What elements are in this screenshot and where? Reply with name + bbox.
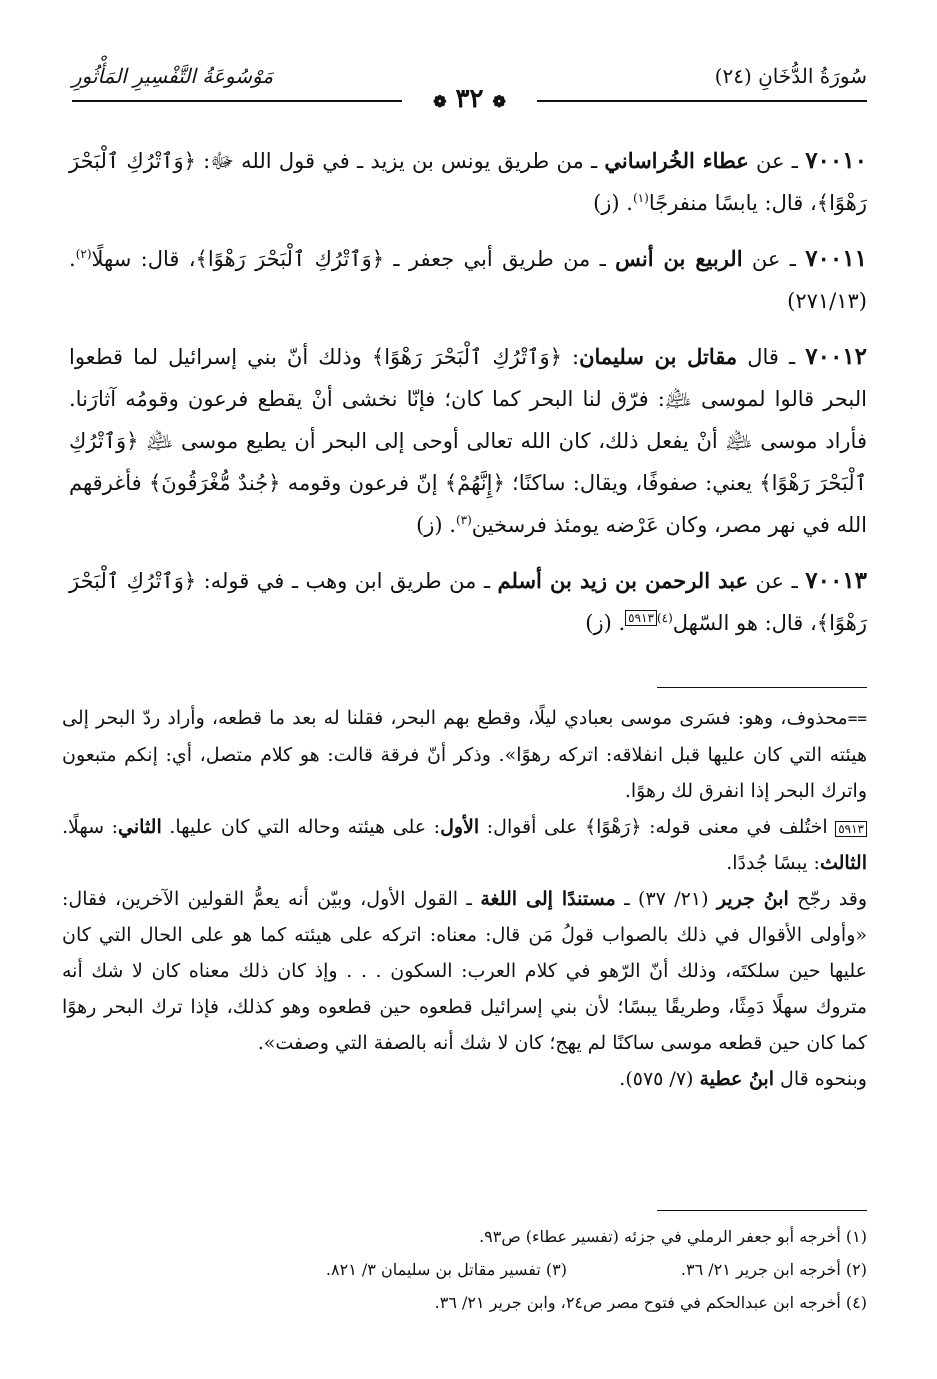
commentary-continued: ==محذوف، وهو: فسَرى موسى بعبادي ليلًا، وقطع بهم البحر، فقلنا له بعد ما قطعه، وأراد ردّ البحر إلى هيئته التي كان عليها قبل انفلاقه: اتركه رهوًا». وذكر أنّ فرقة قالت: هو كلام متصل، أي: إنكم متبعون واترك البحر إذا انفرق لك رهوًا. xyxy=(62,707,867,802)
narrator-name: مقاتل بن سليمان xyxy=(579,344,738,369)
narrator-name: الربيع بن أنس xyxy=(615,246,743,271)
footnote-ref: (٣) xyxy=(455,513,472,527)
entry-number: ٧٠٠١١ xyxy=(805,245,867,272)
main-text xyxy=(69,140,867,658)
narrator-name: عطاء الخُراساني xyxy=(604,148,749,173)
scholar-name: ابنُ جرير xyxy=(716,888,789,910)
surah-title: سُورَةُ الدُّخَانِ (٢٤) xyxy=(714,64,867,88)
entry-70012: ٧٠٠١٢ ـ قال مقاتل بن سليمان: ﴿وَٱتْرُكِ ٱلْبَحْرَ رَهْوًا﴾ وذلك أنّ بني إسرائيل لما قطعوا البحر قالوا لموسى ﵇: فرّق لنا البحر كما كان؛ فإنّا نخشى أنْ يقطع فرعون وقومُه آثارَنا. فأراد موسى ﵇ أنْ يفعل ذلك، كان الله تعالى أوحى إلى البحر أن يطيع موسى ﵇ ﴿وَٱتْرُكِ ٱلْبَحْرَ رَهْوًا﴾ يعني: صفوفًا، ويقال: ساكنًا؛ ﴿إِنَّهُمْ﴾ إنّ فرعون وقومه ﴿جُندٌ مُّغْرَقُونَ﴾ فأغرقهم الله في نهر مصر، وكان عَرْضه يومئذ فرسخين$^{(٣)}$. (ز) xyxy=(69,343,868,537)
commentary-ibn-atiyya: وبنحوه قال ابنُ عطية (٧/ ٥٧٥). xyxy=(619,1068,867,1090)
header-rule-left xyxy=(72,100,402,102)
narrator-name: عبد الرحمن بن زيد بن أسلم xyxy=(497,568,749,593)
ornament-icon: ❁ xyxy=(492,92,506,111)
continuation-mark: == xyxy=(847,709,867,728)
book-title: مَوْسُوعَةُ التَّفْسِيرِ المَأْثُورِ xyxy=(72,64,274,88)
footnote-separator xyxy=(657,1210,867,1211)
page-number-block xyxy=(433,84,506,114)
entry-number: ٧٠٠١٢ xyxy=(805,343,868,370)
footnotes xyxy=(69,1220,867,1319)
page-number: ٣٢ xyxy=(455,84,484,114)
commentary-notes xyxy=(62,700,867,1097)
footnote-4: (٤) أخرجه ابن عبدالحكم في فتوح مصر ص٢٤، وابن جرير ٢١/ ٣٦. xyxy=(434,1293,867,1312)
footnote-3: (٣) تفسير مقاتل بن سليمان ٣/ ٨٢١. xyxy=(325,1260,567,1279)
footnote-ref: (٢) xyxy=(75,247,92,261)
footnote-2: (٢) أخرجه ابن جرير ٢١/ ٣٦. xyxy=(680,1260,867,1279)
footnote-1: (١) أخرجه أبو جعفر الرملي في جزئه (تفسير عطاء) ص٩٣. xyxy=(479,1227,867,1246)
entry-70010: ٧٠٠١٠ ـ عن عطاء الخُراساني ـ من طريق يونس بن يزيد ـ في قول الله ﷻ: ﴿وَٱتْرُكِ ٱلْبَحْرَ رَهْوًا﴾، قال: يابسًا منفرجًا$^{(١)}$. (ز) xyxy=(69,147,867,215)
footnote-ref: (١) xyxy=(632,191,649,205)
footnote-ref: (٤) xyxy=(656,611,673,625)
scholar-name: ابنُ عطية xyxy=(699,1068,774,1090)
commentary-number-box: ٥٩١٣ xyxy=(835,821,867,837)
ornament-icon: ❁ xyxy=(433,92,447,111)
commentary-ref-box: ٥٩١٣ xyxy=(625,610,657,626)
running-header xyxy=(72,62,867,114)
entry-number: ٧٠٠١٠ xyxy=(805,147,867,174)
commentary-separator xyxy=(657,687,867,688)
commentary-tarjih: وقد رجّح ابنُ جرير (٢١/ ٣٧) ـ مستندًا إلى اللغة ـ القول الأول، وبيّن أنه يعمُّ القولين الآخرين، فقال: «وأولى الأقوال في ذلك بالصواب قولُ مَن قال: معناه: اتركه على هيئته كما هو على الحال التي كان عليها حين سلكتَه، وذلك أنّ الرّهو في كلام العرب: السكون . . . وإذ كان ذلك معناه كان لا شك أنه متروك سهلًا دَمِثًا، وطريقًا يبسًا؛ لأن بني إسرائيل قطعوه حين قطعوه وهو كذلك، فإذا ترك البحر رهوًا كما كان حين قطعه موسى ساكنًا لم يهج؛ كان لا شك أنه بالصفة التي وصفت». xyxy=(62,888,868,1054)
footnote-row xyxy=(69,1253,867,1286)
commentary-5913: ٥٩١٣ اختُلف في معنى قوله: ﴿رَهْوًا﴾ على أقوال: الأول: على هيئته وحاله التي كان عليها. الثاني: سهلًا. الثالث: يبسًا جُددًا. xyxy=(62,816,867,874)
entry-70011: ٧٠٠١١ ـ عن الربيع بن أنس ـ من طريق أبي جعفر ـ ﴿وَٱتْرُكِ ٱلْبَحْرَ رَهْوًا﴾، قال: سهلًا$^{(٢)}$. (٢٧١/١٣) xyxy=(69,245,867,313)
header-rule-right xyxy=(537,100,867,102)
entry-70013: ٧٠٠١٣ ـ عن عبد الرحمن بن زيد بن أسلم ـ من طريق ابن وهب ـ في قوله: ﴿وَٱتْرُكِ ٱلْبَحْرَ رَهْوًا﴾، قال: هو السّهل$^{(٤)٥٩١٣}$. (ز) xyxy=(69,567,868,635)
entry-number: ٧٠٠١٣ xyxy=(805,567,868,594)
